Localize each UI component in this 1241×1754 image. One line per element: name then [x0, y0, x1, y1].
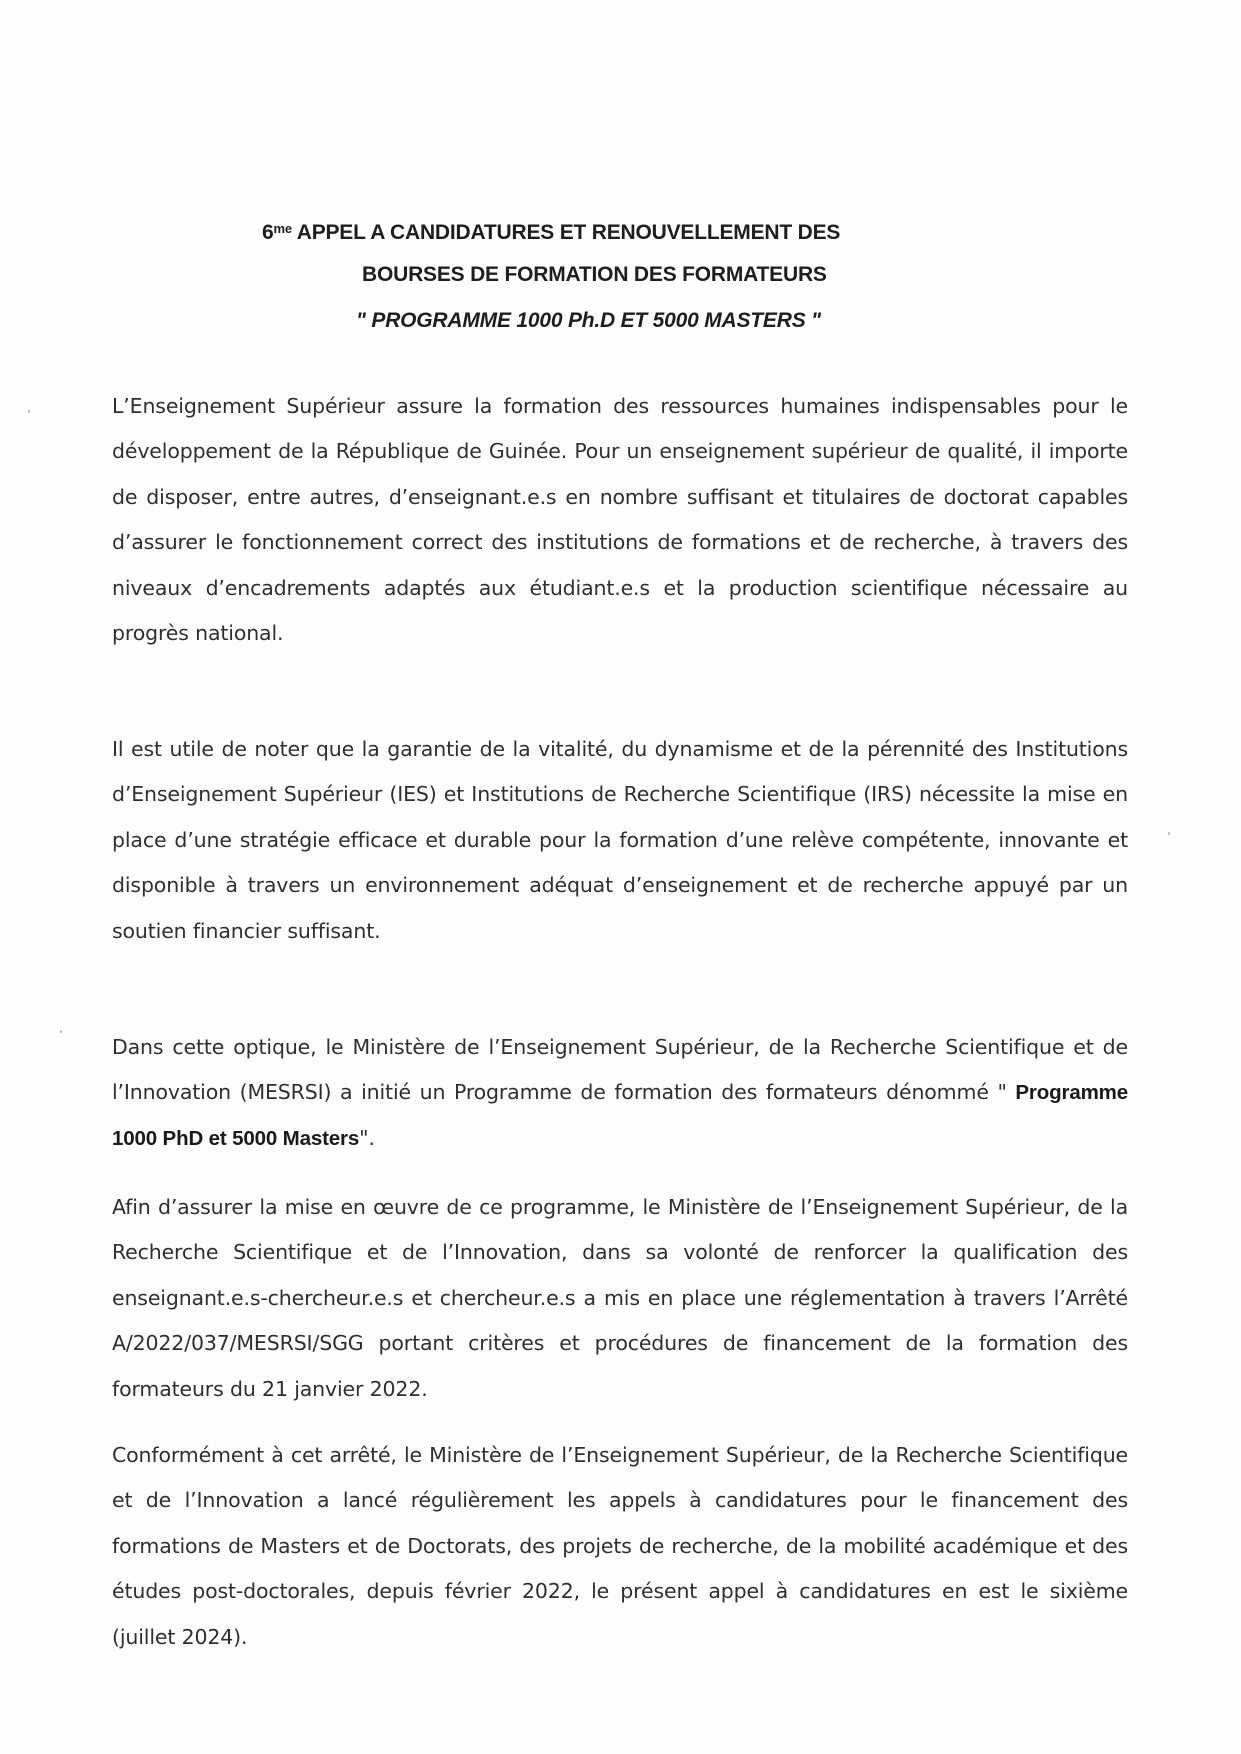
document-title [0, 206, 1241, 344]
title-line-3: " PROGRAMME 1000 Ph.D ET 5000 MASTERS " [356, 309, 821, 332]
scan-speck [28, 410, 30, 413]
title-line-1 [0, 206, 1241, 252]
scan-speck [1168, 832, 1170, 835]
paragraph-2: Il est utile de noter que la garantie de la vitalité, du dynamisme et de la pérennité des Institutions d’Enseignement Supérieur (IES) et Institutions de Recherche Scientifique (IRS) nécessite la mise en place d’une stratégie efficace et durable pour la formation d’une relève compétente, innovante et disponible à travers un environnement adéquat d’enseignement et de recherche appuyé par un soutien financier suffisant. [112, 736, 1128, 943]
paragraph-1: L’Enseignement Supérieur assure la formation des ressources humaines indispensables pour le développement de la République de Guinée. Pour un enseignement supérieur de qualité, il importe de disposer, entre autres, d’enseignant.e.s en nombre suffisant et titulaires de doctorat capables d’assurer le fonctionnement correct des institutions de formations et de recherche, à travers des niveaux d’encadrements adaptés aux étudiant.e.s et la production scientifique nécessaire au progrès national. [112, 393, 1128, 645]
program-name-bold: Programme 1000 PhD et 5000 Masters [112, 1081, 1128, 1150]
title-ordinal-number: 6 [262, 221, 274, 244]
paragraph-5: Conformément à cet arrêté, le Ministère de l’Enseignement Supérieur, de la Recherche Scientifique et de l’Innovation a lancé régulièrement les appels à candidatures pour le financement des formations de Masters et de Doctorats, des projets de recherche, de la mobilité académique et des études post-doctorales, depuis février 2022, le présent appel à candidatures en est le sixième (juillet 2024). [112, 1442, 1128, 1649]
paragraph-3 [112, 1025, 1128, 1162]
paragraph-3-end: ". [359, 1125, 375, 1150]
title-line-2: BOURSES DE FORMATION DES FORMATEURS [362, 263, 827, 286]
paragraph-3-text: Dans cette optique, le Ministère de l’Enseignement Supérieur, de la Recherche Scientifique et de l’Innovation (MESRSI) a initié un Programme de formation des formateurs dénommé " [112, 1034, 1128, 1104]
paragraph-4: Afin d’assurer la mise en œuvre de ce programme, le Ministère de l’Enseignement Supérieur, de la Recherche Scientifique et de l’Innovation, dans sa volonté de renforcer la qualification des enseignant.e.s-chercheur.e.s et chercheur.e.s a mis en place une réglementation à travers l’Arrêté A/2022/037/MESRSI/SGG portant critères et procédures de financement de la formation des formateurs du 21 janvier 2022. [112, 1194, 1128, 1401]
title-ordinal-suffix: me [273, 221, 292, 236]
title-line-1-text: APPEL A CANDIDATURES ET RENOUVELLEMENT DES [291, 221, 841, 244]
scan-speck [60, 1030, 62, 1033]
